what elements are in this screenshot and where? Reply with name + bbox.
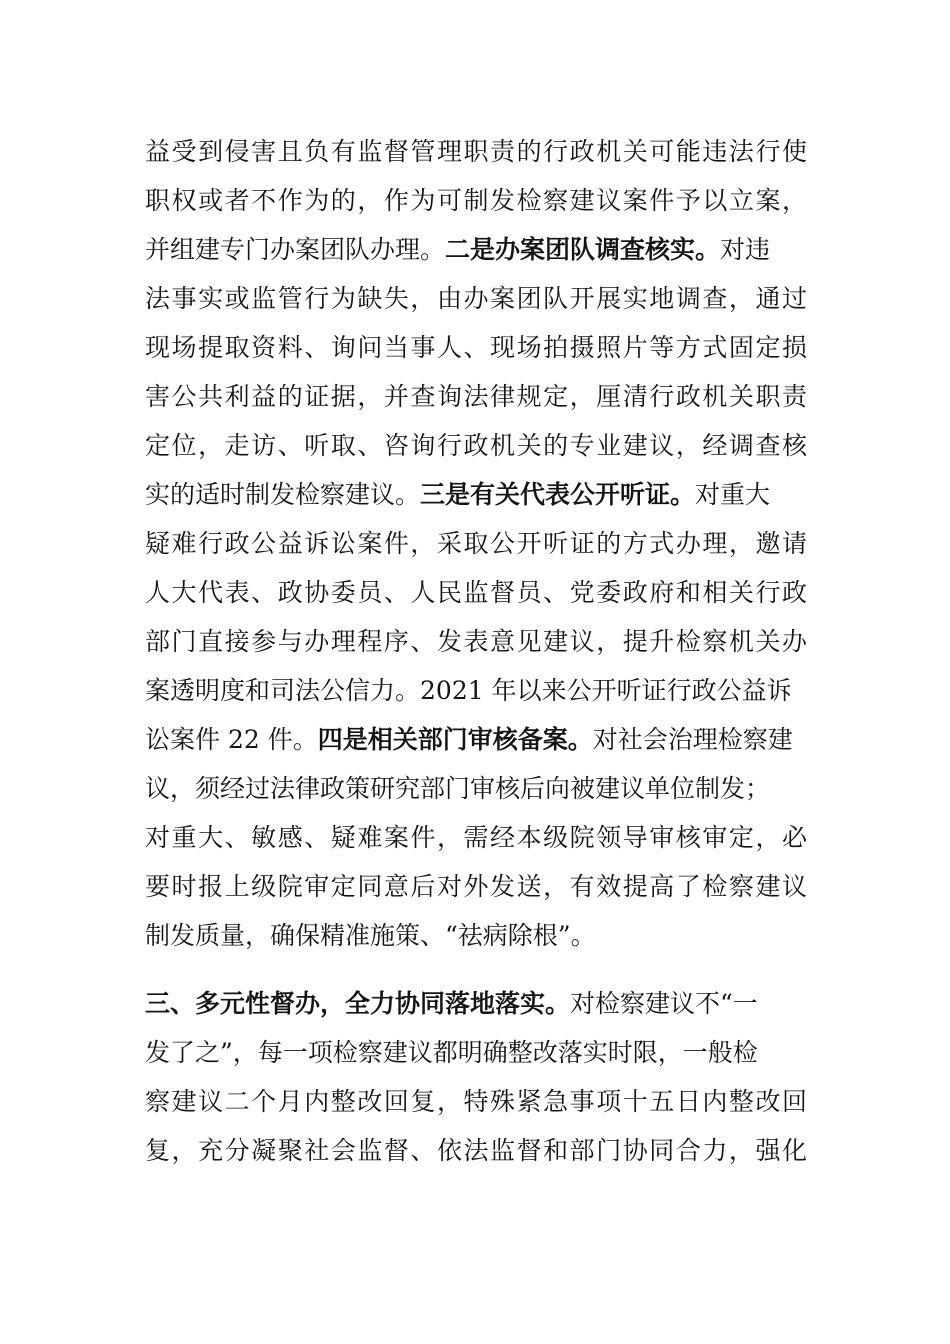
text-line — [145, 274, 807, 323]
text-run: 发了之”，每一项检察建议都明确整改落实时限，一般检 — [145, 1038, 758, 1067]
text-line — [145, 127, 807, 176]
text-line — [145, 1126, 807, 1175]
text-line — [145, 372, 807, 421]
text-run: 对检察建议不“一 — [570, 989, 758, 1018]
section-heading: 三、多元性督办，全力协同落地落实。 — [145, 989, 571, 1018]
text-run: 职权或者不作为的，作为可制发检察建议案件予以立案， — [145, 186, 807, 215]
text-line — [145, 617, 807, 666]
text-run: 对违 — [720, 235, 771, 264]
inline-heading: 四是相关部门审核备案。 — [317, 725, 593, 754]
text-run: 定位，走访、听取、咨询行政机关的专业建议，经调查核 — [145, 431, 807, 460]
text-run: 部门直接参与办理程序、发表意见建议，提升检察机关办 — [145, 627, 807, 656]
text-line — [145, 323, 807, 372]
text-run: 害公共利益的证据，并查询法律规定，厘清行政机关职责 — [145, 382, 807, 411]
text-run: 对重大、敏感、疑难案件，需经本级院领导审核审定，必 — [145, 823, 807, 852]
text-line — [145, 176, 807, 225]
text-run: 议，须经过法律政策研究部门审核后向被建议单位制发； — [145, 774, 771, 803]
text-run: 对社会治理检察建 — [592, 725, 793, 754]
text-line — [145, 764, 770, 813]
text-run: 要时报上级院审定同意后对外发送，有效提高了检察建议 — [145, 872, 807, 901]
text-run: 察建议二个月内整改回复，特殊紧急事项十五日内整改回 — [145, 1087, 807, 1116]
text-run: 实的适时制发检察建议。 — [145, 480, 421, 509]
text-run: 案透明度和司法公信力。2021 年以来公开听证行政公益诉 — [145, 676, 792, 705]
text-line — [145, 979, 758, 1028]
text-run: 人大代表、政协委员、人民监督员、党委政府和相关行政 — [145, 578, 807, 607]
text-run: 复，充分凝聚社会监督、依法监督和部门协同合力，强化 — [145, 1136, 807, 1165]
text-run: 益受到侵害且负有监督管理职责的行政机关可能违法行使 — [145, 137, 807, 166]
text-line — [145, 862, 807, 911]
text-line — [145, 1028, 758, 1077]
inline-heading: 二是办案团队调查核实。 — [445, 235, 721, 264]
text-run: 并组建专门办案团队办理。 — [145, 235, 446, 264]
text-line — [145, 519, 807, 568]
text-run: 讼案件 22 件。 — [145, 725, 318, 754]
inline-heading: 三是有关代表公开听证。 — [420, 480, 696, 509]
text-line — [145, 568, 807, 617]
text-line — [145, 1077, 807, 1126]
text-line — [145, 225, 770, 274]
text-line — [145, 911, 596, 960]
text-line — [145, 666, 792, 715]
text-run: 法事实或监管行为缺失，由办案团队开展实地调查，通过 — [145, 284, 807, 313]
text-line — [145, 715, 793, 764]
text-run: 疑难行政公益诉讼案件，采取公开听证的方式办理，邀请 — [145, 529, 807, 558]
text-line — [145, 813, 807, 862]
text-line — [145, 421, 807, 470]
text-line — [145, 470, 770, 519]
text-run: 制发质量，确保精准施策、“祛病除根”。 — [145, 921, 596, 950]
text-run: 对重大 — [695, 480, 771, 509]
text-run: 现场提取资料、询问当事人、现场拍摄照片等方式固定损 — [145, 333, 807, 362]
